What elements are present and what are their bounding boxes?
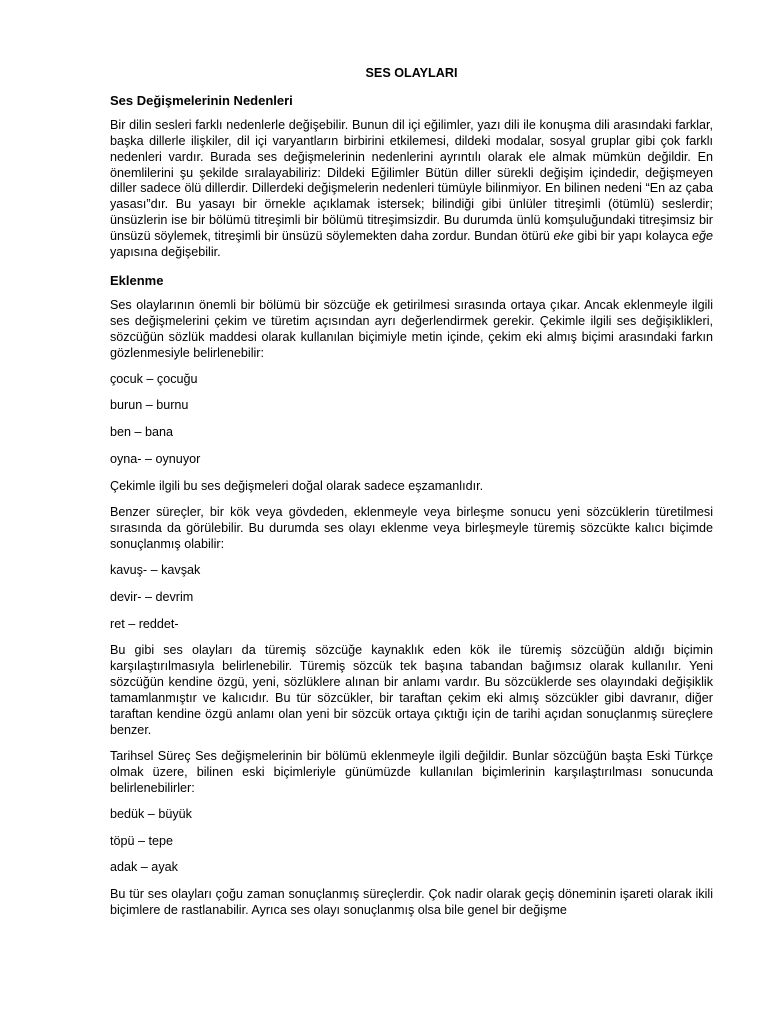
example-item: devir- – devrim bbox=[110, 589, 194, 604]
paragraph-eklenme-intro: Ses olaylarının önemli bir bölümü bir sözcüğe ek getirilmesi sırasında ortaya çıkar. Ancak eklenmeyle ilgili ses değişmelerini çekim ve türetim açısından ayrı değerlendirmek gerekir. Çekimle ilgili ses değişiklikleri, sözcüğün sözlük maddesi olarak kullanılan biçimiyle metin içinde, çekim eki almış biçimi arasındaki farkın gözlenmesiyle belirlenebilir: bbox=[110, 297, 713, 360]
paragraph-text: Bir dilin sesleri farklı nedenlerle değişebilir. Bunun dil içi eğilimler, yazı dili ile konuşma dili arasındaki farklar, başka dillerle ilişkiler, dil içi varyantların birbirini etkilemesi, dildeki modalar, sosyal gruplar gibi çok farklı nedenleri vardır. Burada ses değişmelerinin nedenlerini ayrıntılı olarak ele almak mümkün değildir. En önemlilerini şu şekilde sıralayabiliriz: Dildeki Eğilimler Bütün diller sürekli değişim içindedir, değişmeyen diller sadece ölü dillerdir. Dillerdeki değişmelerin nedenleri tümüyle bilinmiyor. En bilinen nedeni “En az çaba yasası”dır. Bu yasayı bir örnekle açıklamak istersek; bilindiği gibi ünlüler titreşimli (ötümlü) seslerdir; ünsüzlerin ise bir bölümü titreşimli bir bölümü titreşimsizdir. Bu durumda ünlü komşuluğundaki titreşimsiz bir ünsüzü söylemek, titreşimli bir ünsüzü söylemekten daha zordur. Bundan ötürü bbox=[110, 117, 713, 244]
example-item: ben – bana bbox=[110, 425, 174, 440]
example-item: kavuş- – kavşak bbox=[110, 562, 201, 577]
paragraph-causes bbox=[110, 118, 713, 261]
document-title: SES OLAYLARI bbox=[365, 66, 458, 80]
example-item: adak – ayak bbox=[110, 860, 178, 875]
example-item: burun – burnu bbox=[110, 398, 189, 413]
italic-word-eke: eke bbox=[553, 229, 574, 244]
example-item: çocuk – çocuğu bbox=[110, 371, 198, 386]
paragraph-historical-process: Tarihsel Süreç Ses değişmelerinin bir bölümü eklenmeyle ilgili değildir. Bunlar sözcüğün başta Eski Türkçe olmak üzere, bilinen eski biçimleriyle günümüzde kullanılan biçimlerinin karşılaştırılması sonucunda belirlenebilirler: bbox=[110, 748, 713, 795]
section-heading-causes: Ses Değişmelerinin Nedenleri bbox=[110, 92, 293, 108]
paragraph-derived-words: Bu gibi ses olayları da türemiş sözcüğe kaynaklık eden kök ile türemiş sözcüğün aldığı biçimin karşılaştırılmasıyla belirlenebilir. Türemiş sözcük tek başına tabandan bağımsız olarak kullanılır. Yeni sözcüğün kendine özgü, yeni, sözlüklere alınan bir anlamı vardır. Bu sözcüklerde ses olayındaki değişiklik tamamlanmıştır ve kalıcıdır. Bu tür sözcükler, bir taraftan çekim eki almış sözcükler gibi davranır, diğer taraftan kendine özgü anlamı olan yeni bir sözcük ortaya çıktığı için de tarihi açıdan sonuçlanmış süreçlere benzer. bbox=[110, 643, 713, 737]
italic-word-ege: eğe bbox=[691, 229, 713, 244]
paragraph-text: yapısına değişebilir. bbox=[110, 245, 221, 260]
paragraph-synchronic: Çekimle ilgili bu ses değişmeleri doğal olarak sadece eşzamanlıdır. bbox=[110, 479, 484, 494]
document-page bbox=[110, 66, 713, 929]
example-item: ret – reddet- bbox=[110, 616, 179, 631]
paragraph-text: gibi bir yapı kolayca bbox=[573, 229, 692, 244]
example-item: bedük – büyük bbox=[110, 806, 192, 821]
paragraph-derivation: Benzer süreçler, bir kök veya gövdeden, eklenmeyle veya birleşme sonucu yeni sözcüklerin türetilmesi sırasında da görülebilir. Bu durumda ses olayı eklenme veya birleşmeyle türemiş sözcükte kalıcı biçimde sonuçlanmış olabilir: bbox=[110, 505, 713, 551]
section-heading-eklenme: Eklenme bbox=[110, 272, 164, 288]
example-item: oyna- – oynuyor bbox=[110, 452, 201, 467]
paragraph-completed-processes: Bu tür ses olayları çoğu zaman sonuçlanmış süreçlerdir. Çok nadir olarak geçiş döneminin işareti olarak ikili biçimlere de rastlanabilir. Ayrıca ses olayı sonuçlanmış olsa bile genel bir değişme bbox=[110, 887, 713, 918]
example-item: töpü – tepe bbox=[110, 833, 174, 848]
